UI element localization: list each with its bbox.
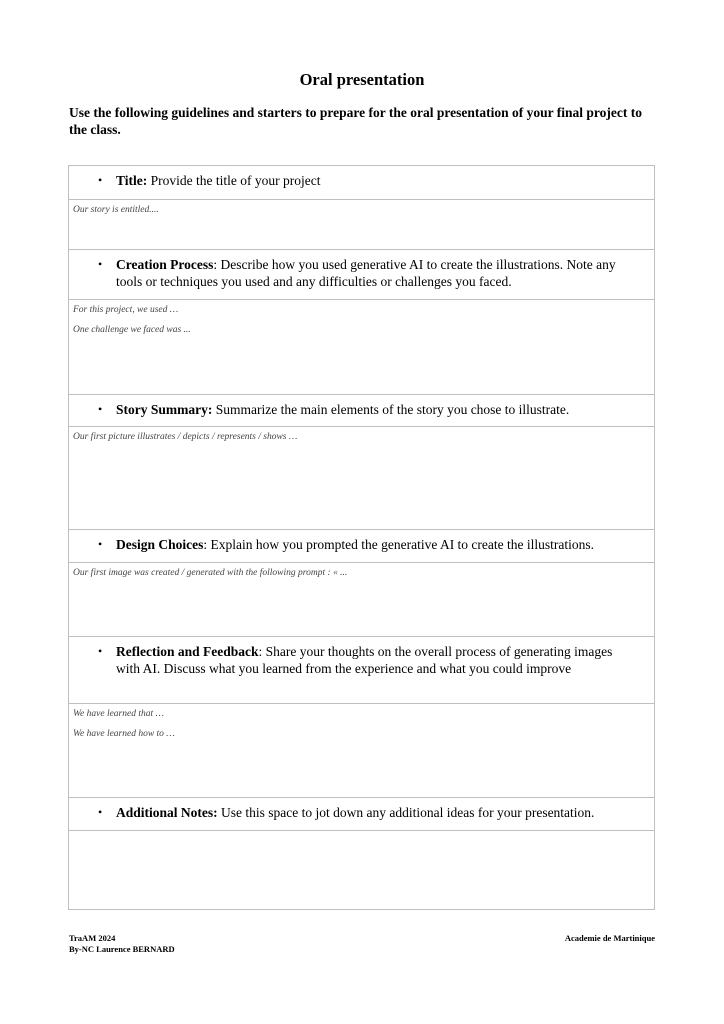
bullet-icon: • <box>98 257 103 271</box>
prompt-design-choices <box>69 530 654 563</box>
prompt-creation-process <box>69 250 654 300</box>
page-title: Oral presentation <box>299 70 425 89</box>
starter-text: One challenge we faced was ... <box>73 325 191 335</box>
starter-text: For this project, we used … <box>73 305 179 315</box>
prompt-heading: Creation Process <box>116 257 214 272</box>
prompt-heading: Additional Notes: <box>116 805 218 820</box>
starter-text: Our story is entitled.... <box>73 205 159 215</box>
prompt-title <box>69 166 654 200</box>
prompt-additional-notes <box>69 798 654 831</box>
intro-text: Use the following guidelines and starters to prepare for the oral presentation of your final project to the class. <box>69 105 642 137</box>
prompt-heading: Design Choices <box>116 537 204 552</box>
answer-area-creation-process[interactable] <box>69 300 654 395</box>
answer-area-title[interactable] <box>69 200 654 250</box>
footer-line-2: By-NC Laurence BERNARD <box>69 944 175 954</box>
answer-area-story-summary[interactable] <box>69 427 654 530</box>
bullet-icon: • <box>98 644 103 658</box>
bullet-icon: • <box>98 402 103 416</box>
prompt-heading: Reflection and Feedback <box>116 644 259 659</box>
prompt-text: Provide the title of your project <box>147 173 321 188</box>
answer-area-design-choices[interactable] <box>69 563 654 637</box>
prompt-text: : Share your thoughts on the overall process of generating images with AI. Discuss what you learned from the experience and what you could improve <box>116 644 613 676</box>
starter-text: Our first picture illustrates / depicts / represents / shows … <box>73 432 298 442</box>
footer-line-1: TraAM 2024 <box>69 933 116 943</box>
prompt-story-summary <box>69 395 654 427</box>
prompt-text: Summarize the main elements of the story you chose to illustrate. <box>212 402 570 417</box>
prompt-text: : Explain how you prompted the generative AI to create the illustrations. <box>203 537 595 552</box>
guidelines-table <box>68 165 655 910</box>
prompt-heading: Story Summary: <box>116 402 213 417</box>
starter-text: We have learned that … <box>73 709 164 719</box>
bullet-icon: • <box>98 173 103 187</box>
footer-credits <box>69 933 175 955</box>
prompt-reflection-feedback <box>69 637 654 704</box>
bullet-icon: • <box>98 805 103 819</box>
bullet-icon: • <box>98 537 103 551</box>
answer-area-additional-notes[interactable] <box>69 831 654 909</box>
answer-area-reflection-feedback[interactable] <box>69 704 654 798</box>
prompt-text: : Describe how you used generative AI to create the illustrations. Note any tools or techniques you used and any difficulties or challenges you faced. <box>116 257 616 289</box>
starter-text: Our first image was created / generated with the following prompt : « ... <box>73 568 348 578</box>
starter-text: We have learned how to … <box>73 729 175 739</box>
prompt-text: Use this space to jot down any additional ideas for your presentation. <box>217 805 595 820</box>
footer-institution: Academie de Martinique <box>564 933 655 943</box>
prompt-heading: Title: <box>116 173 148 188</box>
